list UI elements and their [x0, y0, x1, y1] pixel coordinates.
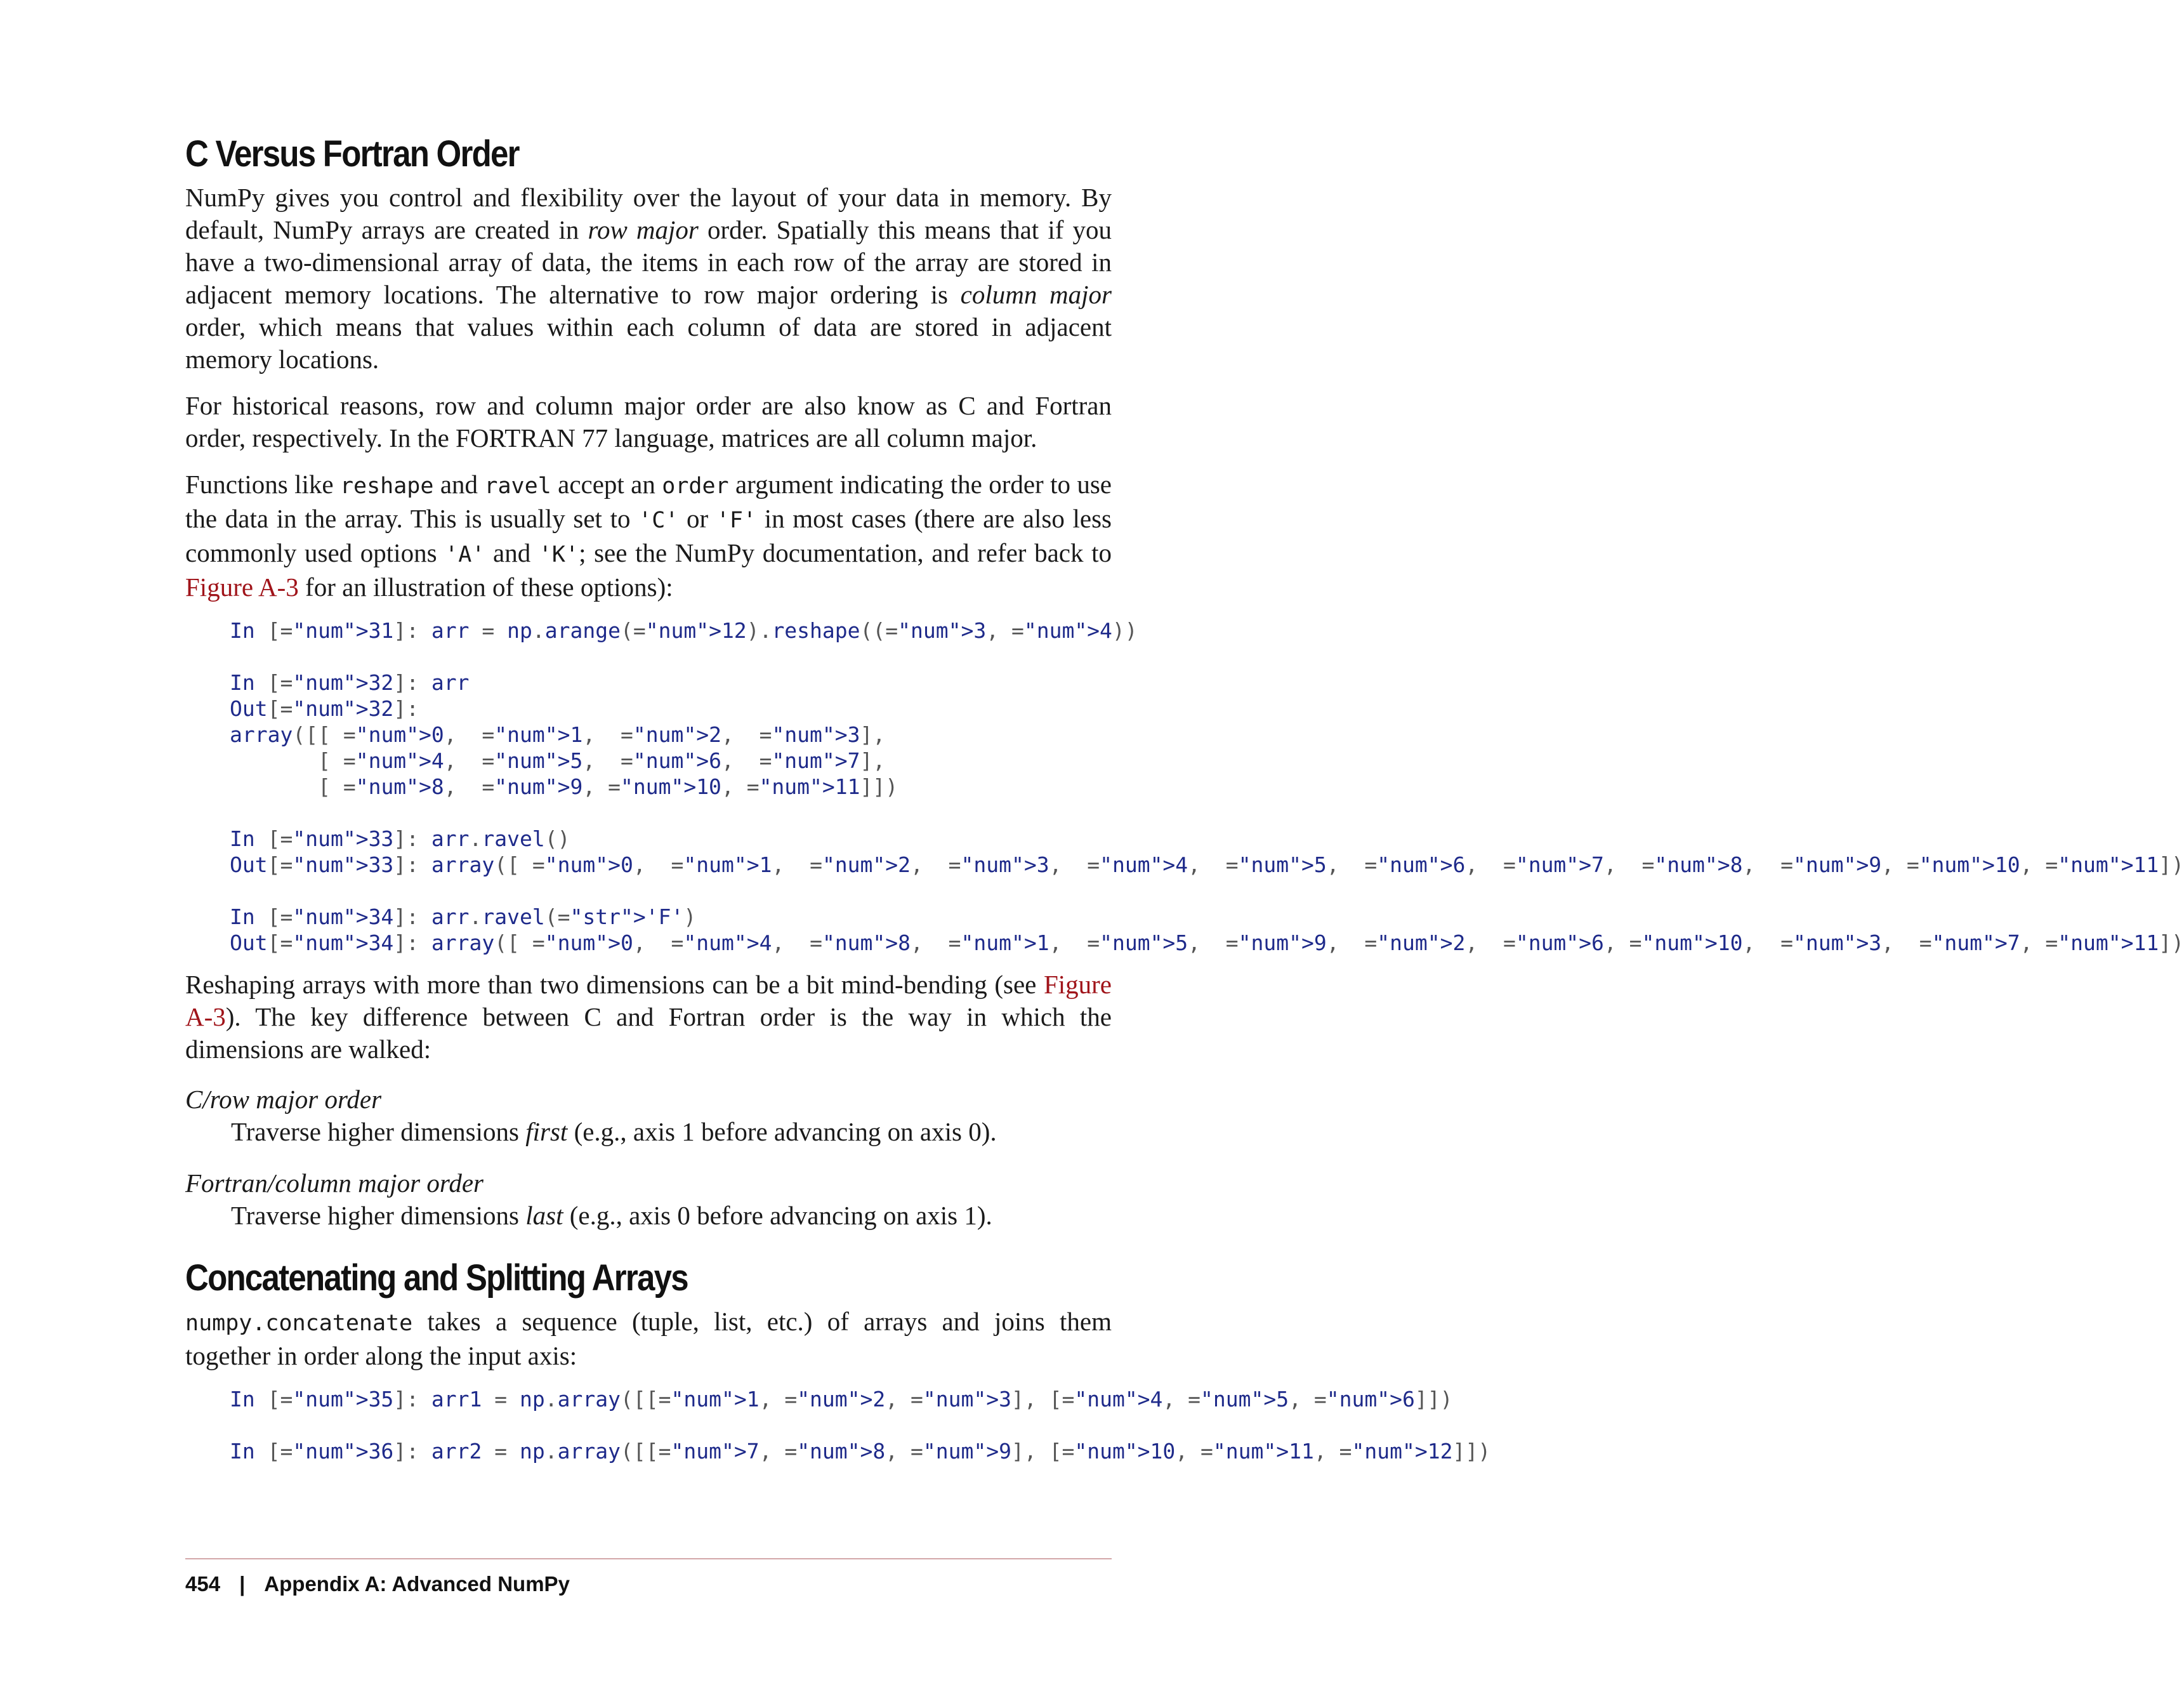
- paragraph-historical: For historical reasons, row and column major order are also know as C and Fortran order, respectively. In the FORTRAN 77 language, matrices are all column major.: [185, 391, 1112, 453]
- code-line: [ ="num">4, ="num">5, ="num">6, ="num">7],: [318, 748, 886, 773]
- definition-description: Traverse higher dimensions first (e.g., axis 1 before advancing on axis 0).: [231, 1117, 997, 1146]
- code-line: In [="num">33]: arr.ravel(): [230, 826, 570, 851]
- code-line: Out[="num">33]: array([ ="num">0, ="num">1, ="num">2, ="num">3, ="num">4, ="num">5, ="num">6, ="num">7, ="num">8, ="num">9, ="num">10, ="num">11]): [230, 852, 2184, 877]
- code-line: Out[="num">32]:: [230, 696, 419, 721]
- figure-a3-link[interactable]: Figure A-3: [185, 572, 299, 602]
- section-heading-concatenating: Concatenating and Splitting Arrays: [185, 1257, 688, 1299]
- code-line: [ ="num">8, ="num">9, ="num">10, ="num">11]]): [318, 774, 898, 799]
- footer-separator: |: [239, 1572, 246, 1596]
- paragraph-order-argument: Functions like reshape and ravel accept an order argument indicating the order to use the data in the array. This is usually set to 'C' or 'F' in most cases (there are also less commonly used options 'A' and 'K'; see the NumPy documentation, and refer back to Figure A-3 for an illustration of these options):: [185, 470, 1112, 602]
- code-block-concatenate: [230, 1386, 1491, 1464]
- code-block-ravel: [230, 618, 2184, 956]
- definition-term: C/row major order: [185, 1085, 382, 1114]
- code-line: In [="num">34]: arr.ravel(="str">'F'): [230, 904, 697, 929]
- code-line: In [="num">35]: arr1 = np.array([[="num">1, ="num">2, ="num">3], [="num">4, ="num">5, ="num">6]]): [230, 1387, 1453, 1412]
- paragraph-intro: NumPy gives you control and flexibility over the layout of your data in memory. By default, NumPy arrays are created in row major order. Spatially this means that if you have a two-dimensional array of data, the items in each row of the array are stored in adjacent memory locations. The alternative to row major ordering is column major order, which means that values within each column of data are stored in adjacent memory locations.: [185, 183, 1112, 374]
- section-heading-c-vs-fortran: C Versus Fortran Order: [185, 133, 519, 175]
- definition-term: Fortran/column major order: [185, 1168, 484, 1198]
- code-line: In [="num">31]: arr = np.arange(="num">12).reshape((="num">3, ="num">4)): [230, 618, 1138, 643]
- definition-description: Traverse higher dimensions last (e.g., axis 0 before advancing on axis 1).: [231, 1201, 992, 1230]
- code-line: array([[ ="num">0, ="num">1, ="num">2, ="num">3],: [230, 722, 886, 747]
- code-line: In [="num">32]: arr: [230, 670, 470, 695]
- paragraph-reshaping: Reshaping arrays with more than two dimensions can be a bit mind-bending (see Figure A-3). The key difference between C and Fortran order is the way in which the dimensions are walked:: [185, 970, 1112, 1064]
- figure-a3-link[interactable]: Figure A-3: [185, 970, 1112, 1031]
- page-number: 454: [185, 1572, 221, 1596]
- page-content: [185, 127, 2184, 1477]
- paragraph-concatenate: numpy.concatenate takes a sequence (tuple, list, etc.) of arrays and joins them together in order along the input axis:: [185, 1307, 1112, 1370]
- page-footer: [185, 1558, 1112, 1596]
- order-definitions: [185, 1083, 1112, 1232]
- chapter-title: Appendix A: Advanced NumPy: [264, 1572, 570, 1596]
- code-line: In [="num">36]: arr2 = np.array([[="num">7, ="num">8, ="num">9], [="num">10, ="num">11, ="num">12]]): [230, 1439, 1491, 1464]
- code-line: Out[="num">34]: array([ ="num">0, ="num">4, ="num">8, ="num">1, ="num">5, ="num">9, ="num">2, ="num">6, ="num">10, ="num">3, ="num">7, ="num">11]): [230, 930, 2184, 955]
